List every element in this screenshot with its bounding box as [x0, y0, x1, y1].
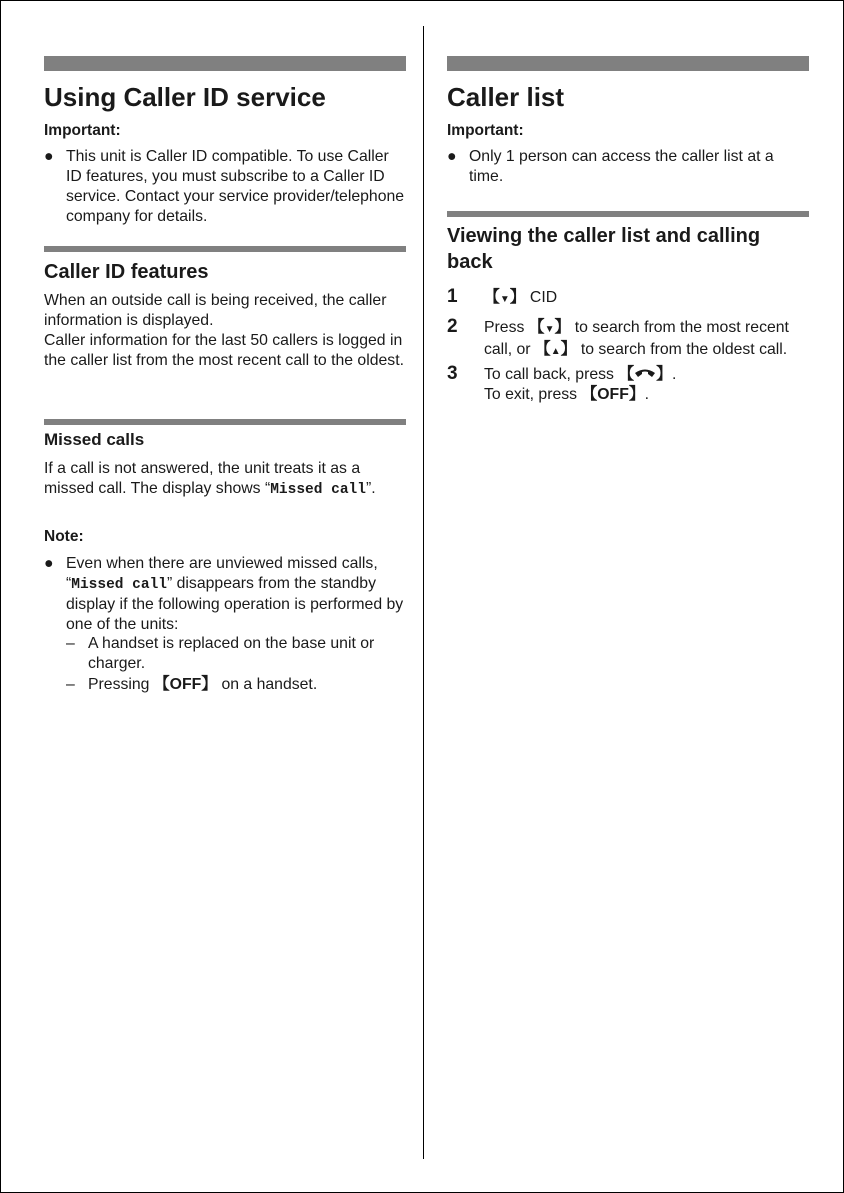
cid-label: CID [525, 289, 558, 306]
step-3-text-c: To exit, press [484, 386, 582, 403]
bullet-dot-icon: ● [447, 148, 457, 165]
dash-mark: – [66, 635, 75, 652]
caller-id-features-heading: Caller ID features [44, 261, 209, 283]
step-3-text-b: . [671, 366, 677, 383]
off-key: 【OFF】 [153, 676, 218, 693]
page-title-caller-list: Caller list [447, 82, 565, 112]
bullet-dot-icon: ● [44, 148, 54, 165]
missed-calls-heading: Missed calls [44, 430, 145, 449]
page-title-caller-id: Using Caller ID service [44, 82, 326, 112]
step-1-text [484, 288, 809, 310]
missed-calls-text: If a call is not answered, the unit treats it as a missed call. The display shows [44, 460, 361, 497]
missed-calls-text-end: . [371, 480, 376, 497]
dash-item-2-start: Pressing [88, 676, 154, 693]
step-2-text-c: to search from the oldest call. [576, 341, 788, 358]
step-2-text-b: to search from the most recent call, or [484, 319, 789, 358]
off-key-label: OFF [597, 386, 629, 403]
down-key: 【▼】 [484, 289, 526, 306]
features-paragraph-1: When an outside call is being received, the caller information is displayed. [44, 292, 387, 329]
column-divider [423, 26, 424, 1159]
section-bar [447, 56, 809, 71]
section-bar [44, 56, 406, 71]
note-label: Note: [44, 528, 84, 545]
note-text-end: disappears from the standby display if the following operation is performed by one of the units: [66, 575, 404, 633]
important-label: Important: [447, 122, 524, 139]
subsection-bar [447, 211, 809, 217]
step-3-text [484, 365, 809, 405]
missed-calls-paragraph: If a call is not answered, the unit treats it as a missed call. The display shows “Missed call”. [44, 460, 376, 498]
step-2-text-a: Press [484, 319, 529, 336]
down-key: 【▼】 [528, 319, 571, 336]
features-paragraph-2: Caller information for the last 50 callers is logged in the caller list from the most recent call to the oldest. [44, 332, 404, 369]
step-2-number: 2 [447, 316, 458, 337]
dash-item-1-text: A handset is replaced on the base unit or charger. [88, 635, 375, 672]
subsection-bar [44, 419, 406, 425]
talk-key: 【 】 [618, 366, 672, 383]
step-3-number: 3 [447, 363, 458, 384]
missed-call-display-text: Missed call [270, 482, 366, 498]
viewing-caller-list-heading: Viewing the caller list and calling back [447, 225, 761, 273]
step-2-text [484, 318, 809, 362]
step-3-text-a: To call back, press [484, 366, 619, 383]
subsection-bar [44, 246, 406, 252]
dash-mark: – [66, 676, 75, 693]
bullet-dot-icon: ● [44, 555, 54, 572]
note-text-start: Even when there are unviewed missed calls, [66, 555, 378, 572]
phone-handset-icon [634, 368, 656, 382]
up-arrow-icon: ▲ [550, 346, 561, 357]
up-key: 【▲】 [534, 341, 577, 358]
important-text: This unit is Caller ID compatible. To use Caller ID features, you must subscribe to a Caller ID service. Contact your service provider/telephone company for details. [66, 148, 405, 225]
note-text: Even when there are unviewed missed calls, “Missed call” disappears from the standby display if the following operation is performed by one of the units: [66, 555, 404, 633]
dash-item-2-end: on a handset. [217, 676, 318, 693]
down-arrow-icon: ▼ [544, 324, 555, 335]
off-key: 【OFF】 [581, 386, 645, 403]
down-arrow-icon: ▼ [499, 294, 510, 305]
important-text: Only 1 person can access the caller list at a time. [469, 148, 774, 185]
dash-item-2-text [88, 675, 406, 695]
step-1-number: 1 [447, 286, 458, 307]
off-key-label: OFF [169, 676, 202, 693]
step-3-text-d: . [644, 386, 650, 403]
important-label: Important: [44, 122, 121, 139]
missed-call-display-text: Missed call [71, 577, 167, 593]
